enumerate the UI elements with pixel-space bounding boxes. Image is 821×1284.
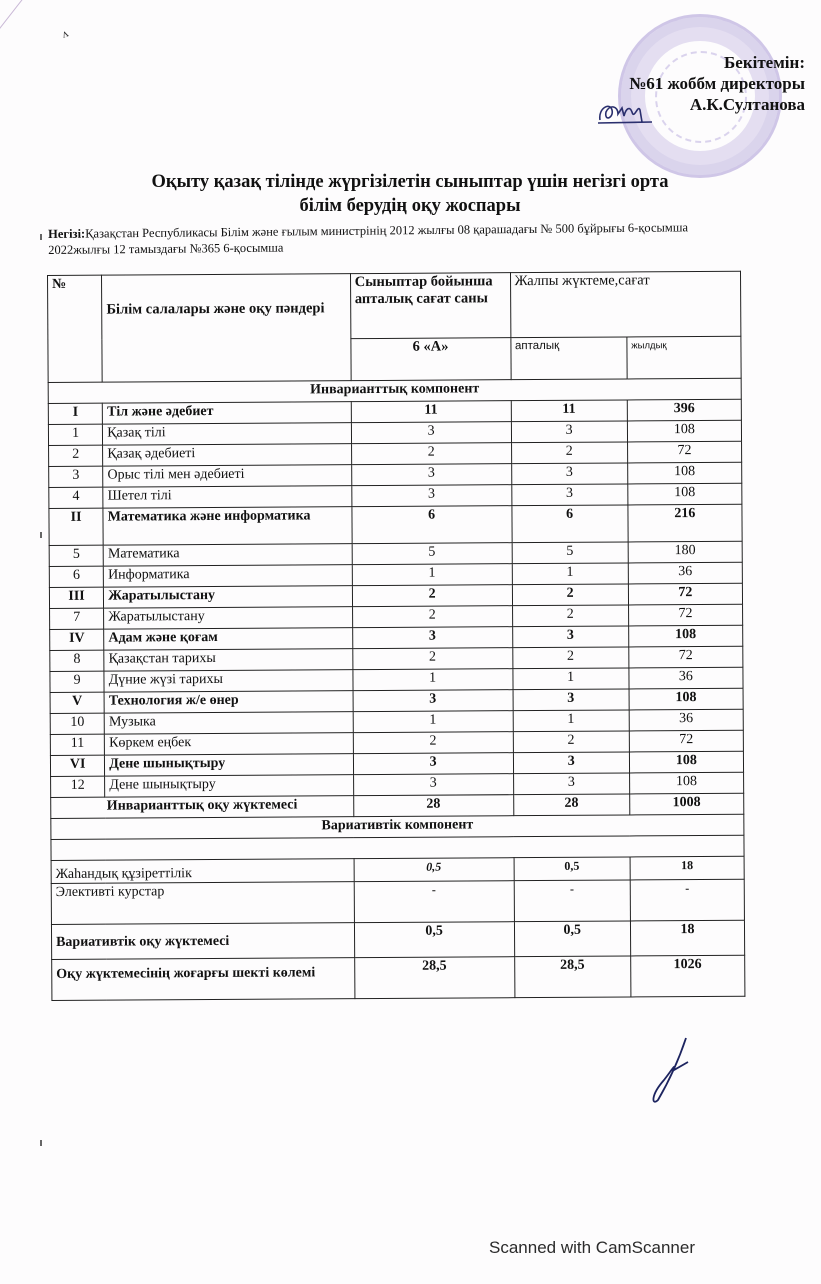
basis-note	[48, 218, 788, 258]
curriculum-table	[47, 271, 745, 1001]
row-num: 8	[50, 650, 104, 671]
row-grade: 6	[352, 506, 512, 544]
row-yearly: 108	[629, 688, 743, 710]
row-subject: Элективті курстар	[51, 882, 354, 925]
row-yearly: 72	[629, 646, 743, 668]
max-load-weekly: 28,5	[514, 956, 631, 998]
row-grade: 3	[351, 485, 511, 507]
row-num: 11	[50, 734, 104, 755]
invariant-total-grade: 28	[353, 795, 513, 817]
row-yearly: 108	[628, 483, 742, 505]
row-yearly: 180	[628, 541, 742, 563]
header-total-load: Жалпы жүктеме,сағат	[510, 271, 741, 337]
row-num: 6	[49, 566, 103, 587]
max-load-row	[52, 955, 745, 1000]
row-yearly: 108	[627, 420, 741, 442]
row-weekly: 2	[512, 584, 628, 606]
approval-heading: Бекітемін:	[724, 53, 805, 72]
approval-name: А.К.Султанова	[689, 95, 805, 114]
variative-total-label: Вариативтік оқу жүктемесі	[51, 923, 354, 960]
director-signature-icon	[596, 100, 654, 126]
header-subjects: Білім салалары және оқу пәндері	[102, 274, 351, 383]
row-subject: Математика	[103, 544, 352, 567]
row-subject: Дүние жүзі тарихы	[104, 670, 353, 693]
row-yearly: -	[630, 879, 744, 921]
row-yearly: 36	[629, 709, 743, 731]
row-num: 5	[49, 545, 103, 566]
row-num: II	[49, 508, 103, 545]
row-yearly: 108	[629, 772, 743, 794]
row-subject: Қазақ әдебиеті	[103, 444, 352, 467]
corner-mark-icon: ʌ	[59, 25, 71, 41]
row-weekly: 2	[513, 731, 629, 753]
margin-mark	[40, 532, 42, 538]
row-grade: 3	[351, 422, 511, 444]
row-num: IV	[50, 629, 104, 650]
row-num: 10	[50, 713, 104, 734]
title-line-2: білім берудің оқу жоспары	[299, 196, 521, 216]
row-grade: 1	[353, 711, 513, 733]
table-row	[49, 504, 742, 545]
row-grade: 3	[352, 627, 512, 649]
row-num: 4	[49, 487, 103, 508]
row-weekly: 5	[512, 542, 628, 564]
row-weekly: 3	[512, 626, 628, 648]
row-weekly: 3	[513, 689, 629, 711]
header-num: №	[48, 275, 103, 382]
max-load-yearly: 1026	[631, 955, 745, 997]
title-line-1: Оқыту қазақ тілінде жүргізілетін сыныптар үшін негізгі орта	[151, 172, 669, 192]
header-weekly: апталық	[510, 337, 627, 380]
row-weekly: 3	[513, 752, 629, 774]
row-grade: 2	[352, 648, 512, 670]
row-grade: 2	[353, 732, 513, 754]
row-num: 2	[49, 445, 103, 466]
row-weekly: 2	[512, 605, 628, 627]
row-weekly: 3	[511, 484, 627, 506]
row-num: 7	[50, 608, 104, 629]
row-subject: Орыс тілі мен әдебиеті	[103, 465, 352, 488]
row-yearly: 72	[628, 583, 742, 605]
invariant-total-yearly: 1008	[630, 793, 744, 815]
margin-mark	[40, 234, 42, 240]
row-subject: Жаратылыстану	[104, 586, 353, 609]
row-grade: 3	[353, 690, 513, 712]
row-subject: Жаһандық құзіреттілік	[51, 859, 354, 884]
row-weekly: 1	[513, 710, 629, 732]
row-grade: -	[354, 881, 514, 923]
header-classes: Сыныптар бойынша апталық сағат саны	[350, 273, 510, 339]
row-weekly: 6	[511, 505, 628, 543]
invariant-total-label: Инварианттық оқу жүктемесі	[51, 796, 354, 819]
row-grade: 3	[351, 464, 511, 486]
row-num: VI	[50, 755, 104, 776]
row-weekly: 11	[511, 400, 627, 422]
variative-total-yearly: 18	[630, 920, 744, 956]
row-yearly: 36	[628, 562, 742, 584]
document-title	[100, 170, 720, 218]
row-weekly: 3	[511, 463, 627, 485]
approval-director: №61 жоббм директоры	[629, 74, 805, 93]
row-weekly: 2	[511, 442, 627, 464]
row-num: III	[49, 587, 103, 608]
table-row	[51, 879, 744, 924]
row-subject: Музыка	[104, 712, 353, 735]
basis-line-1: Қазақстан Республикасы Білім және ғылым министрінің 2012 жылғы 08 қарашадағы № 500 бұйрығы 6-қосымша	[85, 220, 689, 241]
row-subject: Адам және қоғам	[104, 628, 353, 651]
row-subject: Математика және информатика	[103, 507, 352, 546]
row-yearly: 108	[629, 751, 743, 773]
row-yearly: 108	[628, 625, 742, 647]
row-yearly: 72	[628, 604, 742, 626]
row-yearly: 18	[630, 856, 744, 880]
max-load-grade: 28,5	[354, 957, 514, 999]
header-grade: 6 «А»	[351, 337, 511, 380]
variative-total-weekly: 0,5	[514, 921, 631, 957]
row-subject: Көркем еңбек	[105, 733, 354, 756]
row-yearly: 108	[628, 462, 742, 484]
row-yearly: 216	[628, 504, 742, 542]
max-load-label: Оқу жүктемесінің жоғарғы шекті көлемі	[52, 958, 355, 1001]
header-row	[48, 271, 741, 340]
variative-total-row	[51, 920, 744, 959]
row-weekly: 3	[511, 421, 627, 443]
row-num: I	[48, 403, 102, 424]
row-subject: Тіл және әдебиет	[103, 402, 352, 425]
row-weekly: 1	[512, 668, 628, 690]
paper-fold-line	[0, 0, 71, 41]
row-weekly: 3	[513, 773, 629, 795]
row-grade: 3	[353, 753, 513, 775]
row-yearly: 396	[627, 399, 741, 421]
row-num: V	[50, 692, 104, 713]
row-grade: 2	[352, 585, 512, 607]
bottom-signature-icon	[650, 1036, 700, 1106]
row-yearly: 72	[629, 730, 743, 752]
row-weekly: 2	[512, 647, 628, 669]
row-subject: Қазақстан тарихы	[104, 649, 353, 672]
row-subject: Жаратылыстану	[104, 607, 353, 630]
variative-total-grade: 0,5	[354, 922, 514, 958]
row-grade: 2	[352, 606, 512, 628]
row-subject: Информатика	[103, 565, 352, 588]
row-grade: 2	[351, 443, 511, 465]
row-subject: Қазақ тілі	[103, 423, 352, 446]
row-weekly: 0,5	[514, 857, 630, 881]
row-grade: 3	[353, 774, 513, 796]
margin-mark	[40, 1140, 42, 1146]
header-yearly: жылдық	[627, 336, 741, 379]
row-subject: Дене шынықтыру	[105, 754, 354, 777]
approval-block	[629, 52, 805, 115]
row-subject: Дене шынықтыру	[105, 775, 354, 798]
basis-label: Негізі:	[48, 226, 86, 241]
row-yearly: 72	[627, 441, 741, 463]
row-subject: Технология ж/е өнер	[104, 691, 353, 714]
row-grade: 1	[353, 669, 513, 691]
camscanner-watermark: Scanned with CamScanner	[489, 1238, 696, 1257]
row-grade: 5	[352, 543, 512, 565]
variative-section-title: Вариативтік компонент	[51, 814, 744, 839]
row-subject: Шетел тілі	[103, 486, 352, 509]
row-weekly: 1	[512, 563, 628, 585]
row-grade: 0,5	[354, 858, 514, 882]
row-yearly: 36	[629, 667, 743, 689]
row-weekly: -	[514, 880, 631, 922]
row-grade: 1	[352, 564, 512, 586]
row-num: 12	[51, 776, 105, 797]
basis-line-2: 2022жылғы 12 тамыздағы №365 6-қосымша	[48, 240, 284, 257]
row-grade: 11	[351, 401, 511, 423]
row-num: 3	[49, 466, 103, 487]
invariant-total-weekly: 28	[513, 794, 629, 816]
row-num: 1	[48, 424, 102, 445]
row-num: 9	[50, 671, 104, 692]
invariant-section-title: Инварианттық компонент	[48, 378, 741, 403]
